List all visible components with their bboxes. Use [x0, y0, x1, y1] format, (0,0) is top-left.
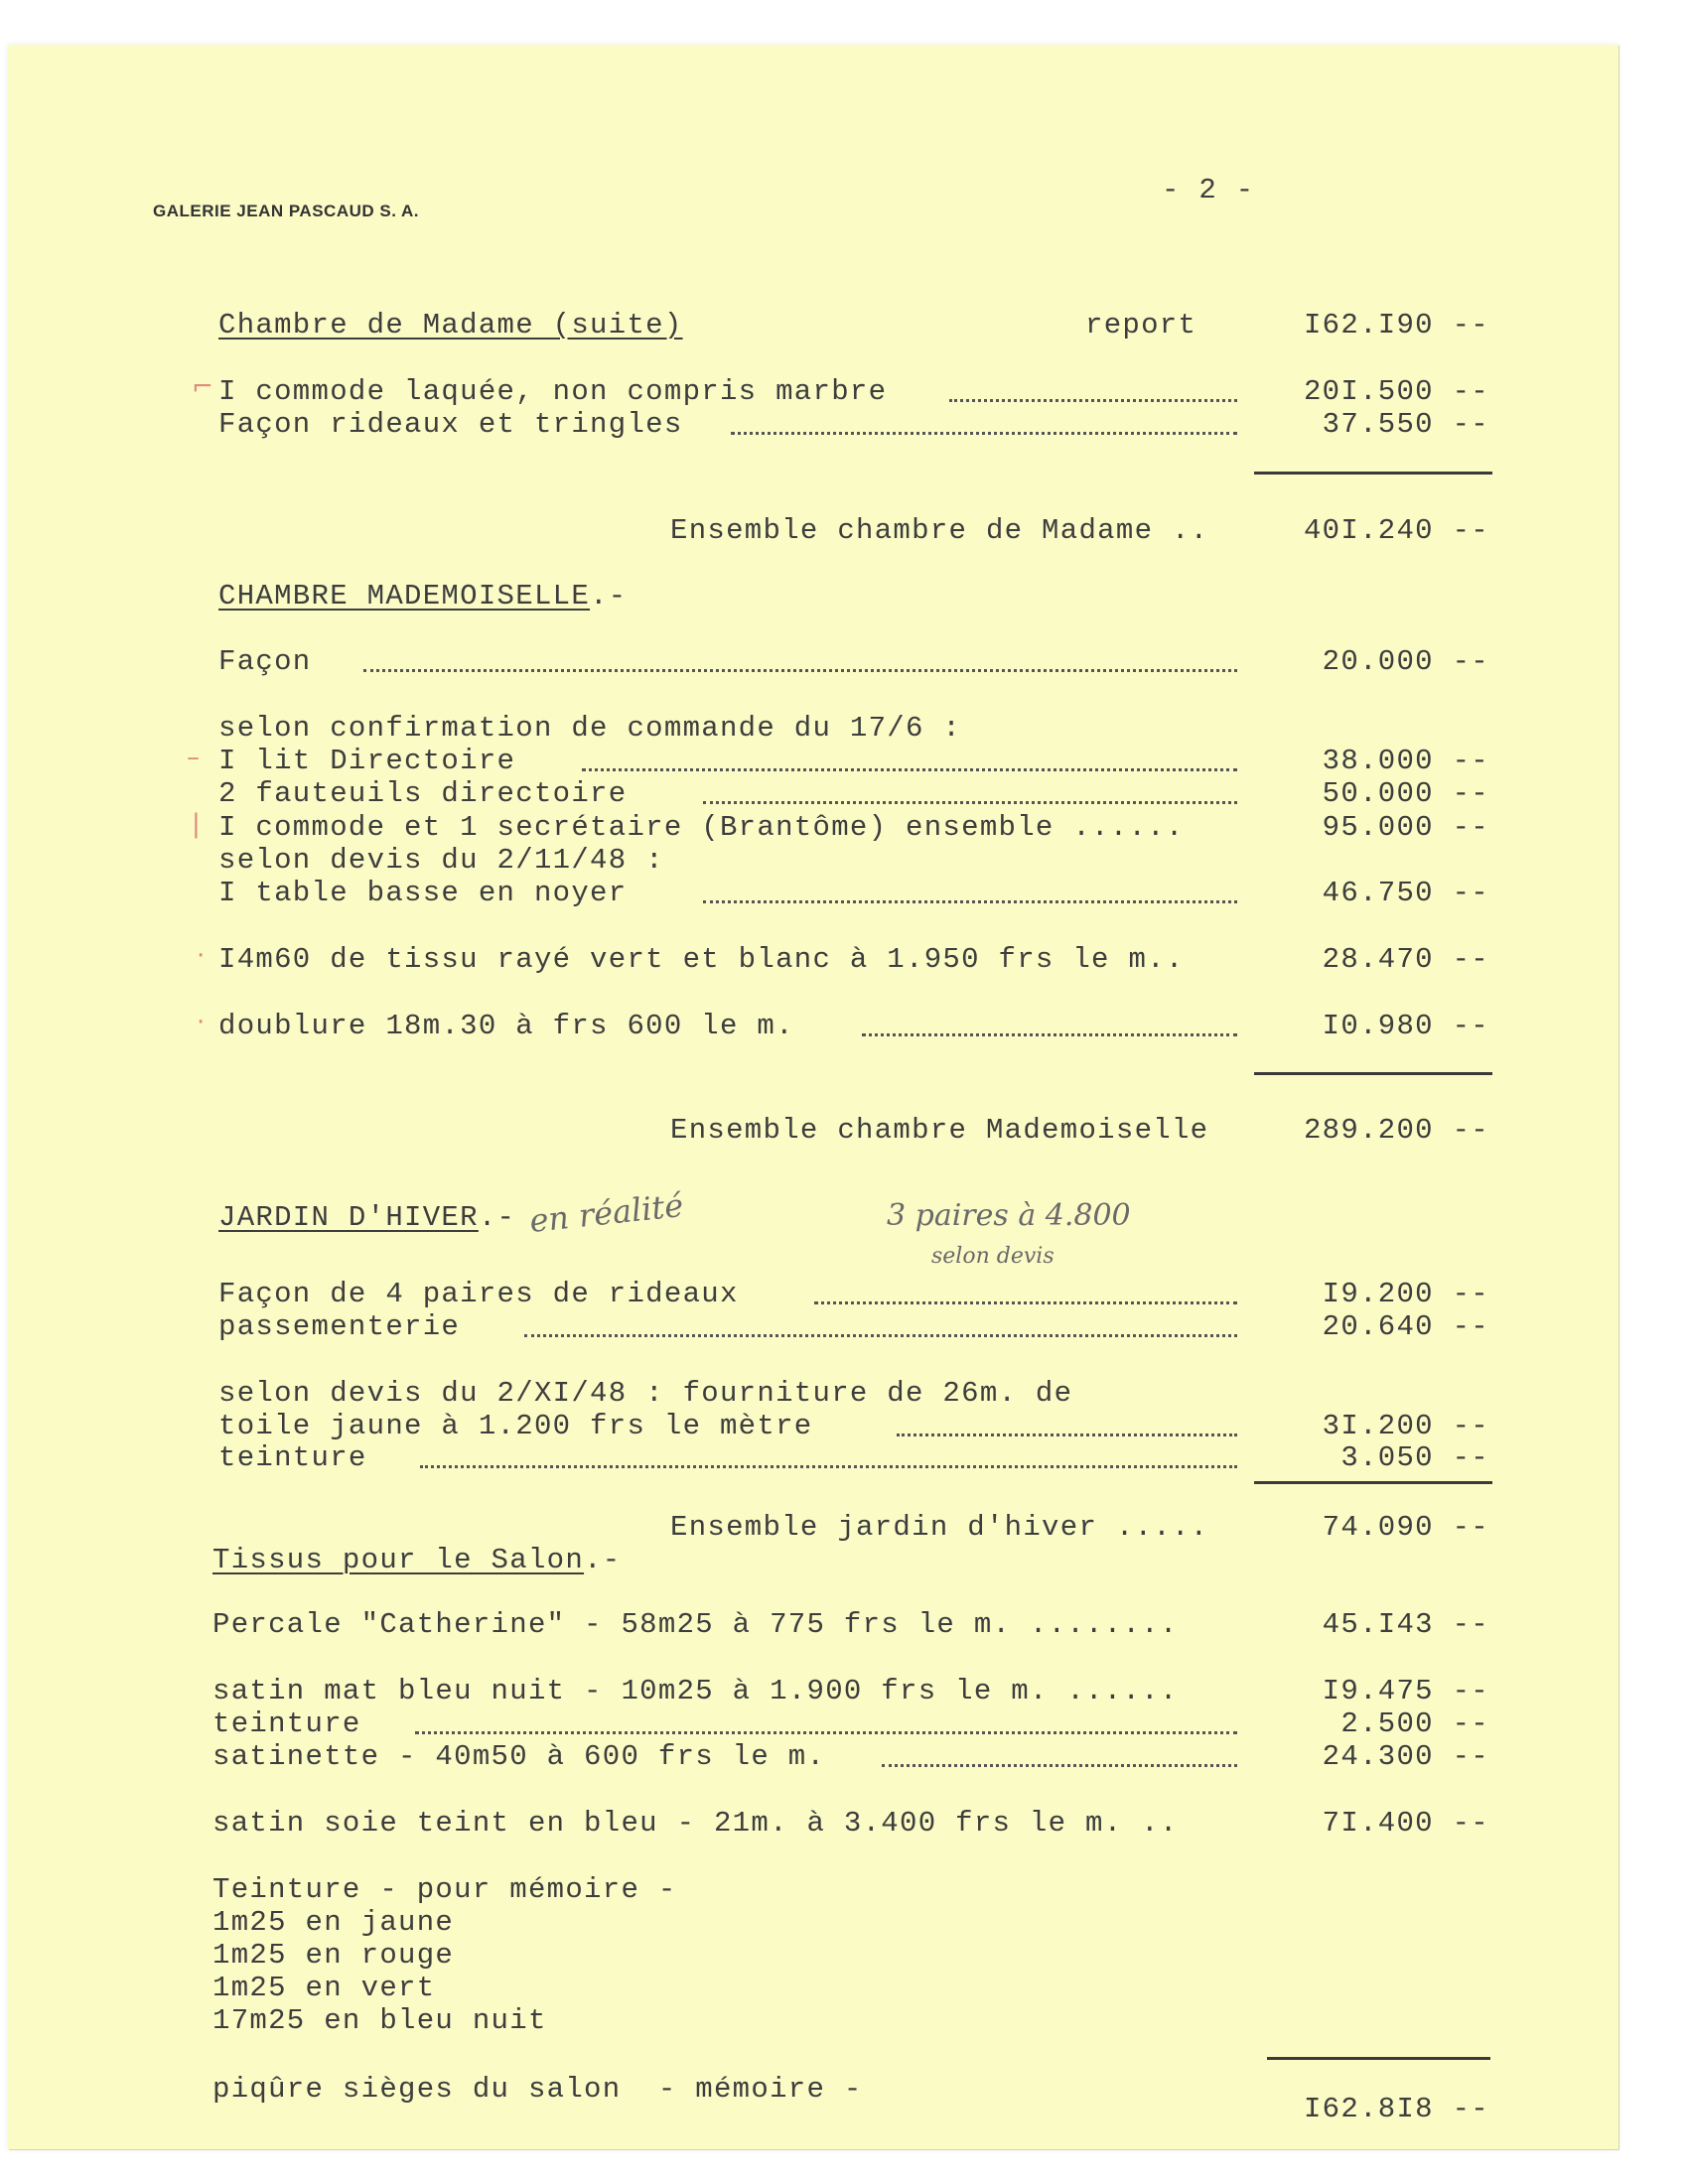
- line-item-amount: 28.470 --: [1322, 943, 1489, 976]
- line-item-label: teinture: [218, 1441, 367, 1474]
- total-label: Ensemble jardin d'hiver .....: [670, 1511, 1209, 1544]
- line-item-amount: 20I.500 --: [1303, 375, 1489, 408]
- dot-leader: [814, 1301, 1237, 1304]
- line-item-label: I commode et 1 secrétaire (Brantôme) ensemble ......: [218, 811, 1185, 844]
- dot-leader: [703, 801, 1237, 804]
- line-item-amount: 3.050 --: [1340, 1441, 1489, 1474]
- margin-tick: ·: [197, 1008, 206, 1037]
- subtotal-rule: [1254, 1481, 1492, 1484]
- dot-leader: [897, 1433, 1237, 1436]
- line-item-label: teinture: [212, 1707, 361, 1740]
- line-item-label: I4m60 de tissu rayé vert et blanc à 1.950 frs le m..: [218, 943, 1185, 976]
- line-item-label: 2 fauteuils directoire: [218, 777, 628, 810]
- line-item-label: doublure 18m.30 à frs 600 le m.: [218, 1010, 794, 1042]
- line-item-label: satinette - 40m50 à 600 frs le m.: [212, 1740, 826, 1773]
- line-item-amount: 24.300 --: [1322, 1740, 1489, 1773]
- report-label: report: [1085, 309, 1197, 341]
- total-label: Ensemble chambre de Madame ..: [670, 514, 1209, 547]
- section-title-text: CHAMBRE MADEMOISELLE: [218, 580, 591, 613]
- margin-tick: –: [187, 743, 200, 772]
- line-item-amount: 50.000 --: [1322, 777, 1489, 810]
- line-item-label: toile jaune à 1.200 frs le mètre: [218, 1410, 813, 1442]
- line-item-amount: I9.475 --: [1322, 1675, 1489, 1707]
- line-item-label: satin soie teint en bleu - 21m. à 3.400 frs le m. ..: [212, 1807, 1179, 1840]
- line-item-label: Façon de 4 paires de rideaux: [218, 1278, 739, 1310]
- total-amount: I62.8I8 --: [1303, 2093, 1489, 2125]
- memoire-line: Teinture - pour mémoire -: [212, 1873, 677, 1906]
- line-item-amount: 20.000 --: [1322, 645, 1489, 678]
- dot-leader: [415, 1731, 1237, 1734]
- section-title-chambre-mademoiselle: [218, 580, 627, 613]
- line-item-amount: 46.750 --: [1322, 877, 1489, 909]
- section-title-suffix: .-: [478, 1201, 516, 1234]
- section-title-suffix: .-: [590, 580, 628, 613]
- total-amount: 40I.240 --: [1303, 514, 1489, 547]
- line-item-amount: 2.500 --: [1340, 1707, 1489, 1740]
- section-title-text: JARDIN D'HIVER: [218, 1201, 479, 1234]
- line-item-amount: 37.550 --: [1322, 408, 1489, 441]
- dot-leader: [731, 432, 1237, 435]
- page-number: - 2 -: [1162, 174, 1255, 206]
- company-name: GALERIE JEAN PASCAUD S. A.: [153, 202, 420, 220]
- dot-leader: [363, 669, 1237, 672]
- line-item-label: satin mat bleu nuit - 10m25 à 1.900 frs le m. ......: [212, 1675, 1179, 1707]
- section-title-text: Tissus pour le Salon: [212, 1544, 585, 1576]
- section-title-jardin-hiver: [218, 1201, 515, 1234]
- confirmation-text: selon confirmation de commande du 17/6 :: [218, 712, 962, 745]
- line-item-amount: 45.I43 --: [1322, 1608, 1489, 1641]
- line-item-amount: 20.640 --: [1322, 1310, 1489, 1343]
- memoire-line: 1m25 en rouge: [212, 1939, 455, 1972]
- dot-leader: [949, 399, 1237, 402]
- line-item-amount: 3I.200 --: [1322, 1410, 1489, 1442]
- line-item-label: Façon rideaux et tringles: [218, 408, 683, 441]
- total-amount: 74.090 --: [1322, 1511, 1489, 1544]
- line-item-label: piqûre sièges du salon - mémoire -: [212, 2073, 863, 2106]
- section-title-chambre-madame: Chambre de Madame (suite): [218, 309, 683, 341]
- line-item-amount: 38.000 --: [1322, 745, 1489, 777]
- dot-leader: [420, 1465, 1237, 1468]
- line-item-label: I table basse en noyer: [218, 877, 628, 909]
- total-amount: 289.200 --: [1303, 1114, 1489, 1147]
- dot-leader: [524, 1334, 1237, 1337]
- subtotal-rule: [1254, 1072, 1492, 1075]
- margin-tick: ·: [197, 941, 206, 971]
- memoire-line: 1m25 en vert: [212, 1972, 436, 2004]
- line-item-label: passementerie: [218, 1310, 461, 1343]
- line-item-amount: 7I.400 --: [1322, 1807, 1489, 1840]
- handwritten-note: 3 paires à 4.800: [887, 1198, 1131, 1233]
- margin-tick: ⌐: [192, 372, 213, 402]
- margin-tick: |: [192, 809, 201, 839]
- memoire-line: 1m25 en jaune: [212, 1906, 455, 1939]
- devis-text: selon devis du 2/11/48 :: [218, 844, 664, 877]
- handwritten-note: en réalité: [527, 1185, 685, 1241]
- section-title-tissus-salon: [212, 1544, 621, 1576]
- line-item-amount: I9.200 --: [1322, 1278, 1489, 1310]
- report-amount: I62.I90 --: [1303, 309, 1489, 341]
- dot-leader: [882, 1764, 1237, 1767]
- document-page: [8, 45, 1618, 2149]
- total-label: Ensemble chambre Mademoiselle: [670, 1114, 1209, 1147]
- line-item-label: I lit Directoire: [218, 745, 516, 777]
- devis-text: selon devis du 2/XI/48 : fourniture de 26m. de: [218, 1377, 1073, 1410]
- section-title-suffix: .-: [584, 1544, 622, 1576]
- line-item-amount: I0.980 --: [1322, 1010, 1489, 1042]
- dot-leader: [703, 900, 1237, 903]
- line-item-label: Façon: [218, 645, 312, 678]
- line-item-label: Percale "Catherine" - 58m25 à 775 frs le m. ........: [212, 1608, 1179, 1641]
- subtotal-rule: [1254, 472, 1492, 475]
- dot-leader: [582, 768, 1237, 771]
- dot-leader: [862, 1033, 1237, 1036]
- memoire-line: 17m25 en bleu nuit: [212, 2004, 547, 2037]
- subtotal-rule: [1267, 2057, 1490, 2060]
- handwritten-note: selon devis: [931, 1244, 1055, 1269]
- line-item-label: I commode laquée, non compris marbre: [218, 375, 888, 408]
- line-item-amount: 95.000 --: [1322, 811, 1489, 844]
